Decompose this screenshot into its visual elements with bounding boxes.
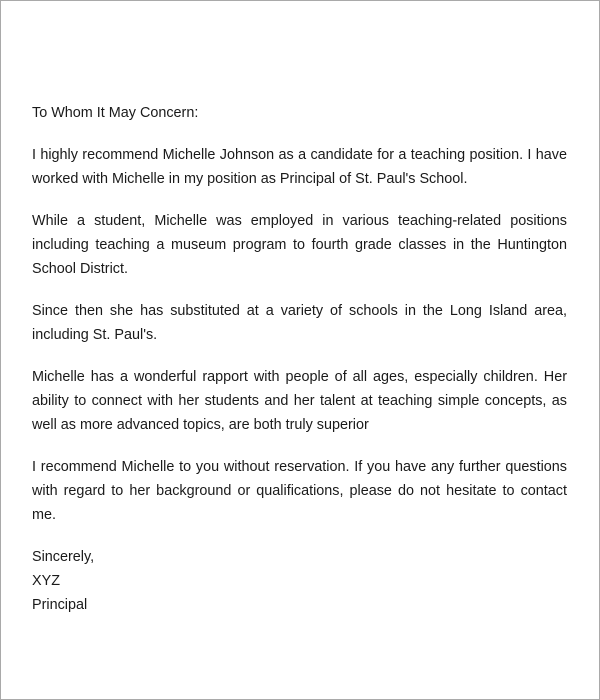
salutation: To Whom It May Concern: — [32, 105, 199, 121]
paragraph-recommendation: I highly recommend Michelle Johnson as a candidate for a teaching position. I have worked with Michelle in my position as Principal of St. Paul's School. — [32, 147, 567, 187]
letter-body — [32, 101, 567, 617]
closing: Sincerely, — [32, 549, 95, 565]
paragraph-closing-remarks: I recommend Michelle to you without reservation. If you have any further questions with regard to her background or qualifications, please do not hesitate to contact me. — [32, 459, 567, 523]
paragraph-employment: While a student, Michelle was employed in various teaching-related positions including teaching a museum program to fourth grade classes in the Huntington School District. — [32, 213, 567, 277]
signer-title: Principal — [32, 597, 88, 613]
paragraph-rapport: Michelle has a wonderful rapport with people of all ages, especially children. Her ability to connect with her students and her talent at teaching simple concepts, as well as more advanced topics, are both truly superior — [32, 369, 567, 433]
closing-block — [32, 545, 567, 617]
signer-name: XYZ — [32, 573, 60, 589]
paragraph-substitute: Since then she has substituted at a variety of schools in the Long Island area, including St. Paul's. — [32, 303, 567, 343]
